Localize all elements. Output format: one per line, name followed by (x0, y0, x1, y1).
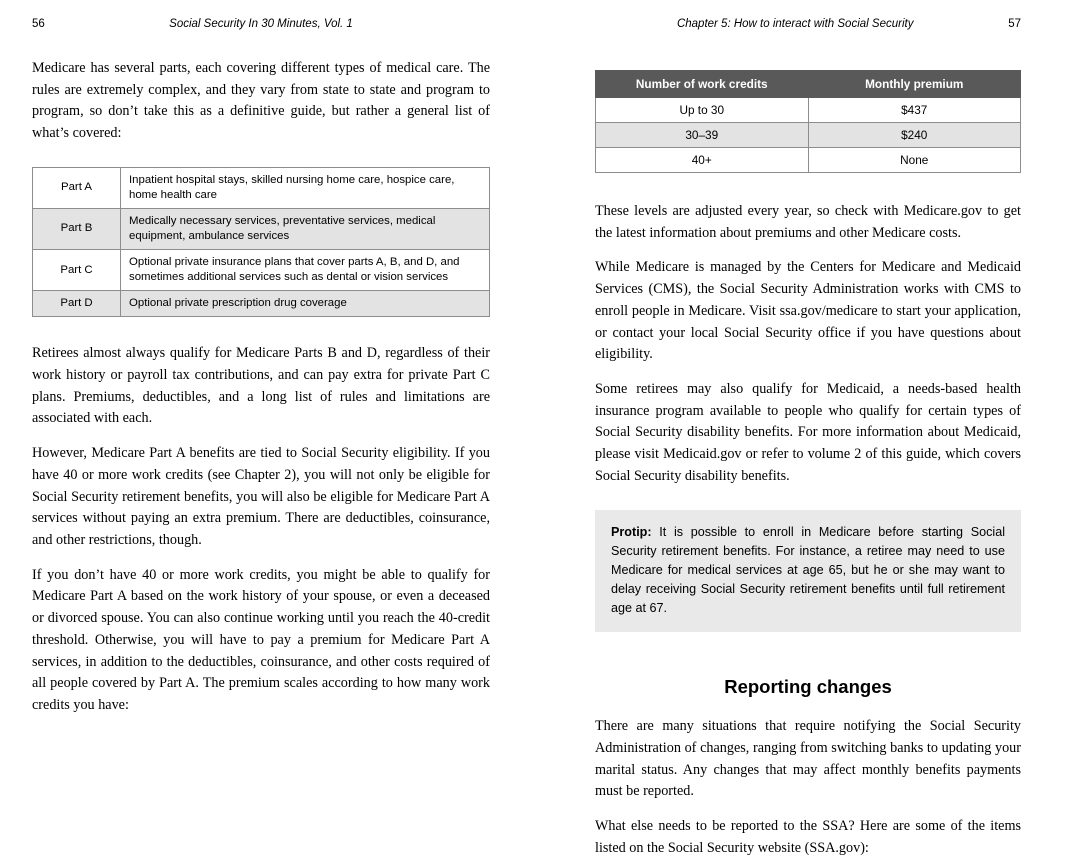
right-page (534, 0, 1068, 856)
part-label: Part D (33, 291, 121, 317)
paragraph: If you don’t have 40 or more work credits, you might be able to qualify for Medicare Part A based on the work history of your spouse, or even a deceased or divorced spouse. You can also continue working until you reach the 40-credit threshold. Otherwise, you will have to pay a premium for Medicare Part A services, in addition to the deductibles, coinsurance, and other costs required of all people covered by Part A. The premium scales according to how many work credits you have: (32, 566, 490, 713)
table-row (33, 291, 490, 317)
table-row (596, 123, 1021, 148)
table-gap (595, 173, 1021, 201)
paragraph: There are many situations that require notifying the Social Security Administration of changes, ranging from switching banks to updating your marital status. Any changes that may affect monthly benefits payments must be reported. (595, 718, 1021, 800)
credits-value: Up to 30 (596, 98, 809, 123)
part-description: Medically necessary services, preventative services, medical equipment, ambulance services (121, 208, 490, 249)
premium-value: None (808, 148, 1021, 173)
paragraph: While Medicare is managed by the Centers for Medicare and Medicaid Services (CMS), the Social Security Administration works with CMS to enroll people in Medicare. Visit ssa.gov/medicare to start your application, or contact your local Social Security office if you have questions about eligibility. (595, 259, 1021, 363)
protip-callout (595, 510, 1021, 633)
paragraph: These levels are adjusted every year, so check with Medicare.gov to get the latest information about premiums and other Medicare costs. (595, 203, 1021, 241)
part-description: Optional private insurance plans that cover parts A, B, and D, and sometimes additional services such as dental or vision services (121, 250, 490, 291)
page-number-left: 56 (32, 18, 45, 30)
table-row (33, 208, 490, 249)
medicare-parts-table (32, 167, 490, 317)
work-credits-premium-table (595, 70, 1021, 173)
page-number-right: 57 (1008, 18, 1021, 30)
table-row (596, 148, 1021, 173)
part-label: Part B (33, 208, 121, 249)
book-title: Social Security In 30 Minutes, Vol. 1 (169, 18, 353, 30)
protip-text (611, 523, 1005, 619)
credits-value: 30–39 (596, 123, 809, 148)
credits-value: 40+ (596, 148, 809, 173)
paragraph: Medicare has several parts, each covering different types of medical care. The rules are extremely complex, and they vary from state to state and program to program, so don’t take this as a definitive guide, but rather a general list of what’s covered: (32, 60, 490, 142)
part-description: Optional private prescription drug coverage (121, 291, 490, 317)
table-row (33, 250, 490, 291)
protip-label: Protip: (611, 524, 652, 539)
premium-value: $437 (808, 98, 1021, 123)
left-page (0, 0, 534, 772)
table-row (33, 167, 490, 208)
paragraph: However, Medicare Part A benefits are tied to Social Security eligibility. If you have 40 or more work credits (see Chapter 2), you will not only be eligible for Social Security retirement benefits, you will also be eligible for Medicare Part A services without paying an extra premium. There are deductibles, coinsurance, and other restrictions, though. (32, 445, 490, 548)
part-label: Part A (33, 167, 121, 208)
running-head-right (595, 18, 1021, 32)
premium-value: $240 (808, 123, 1021, 148)
table-header-row (596, 71, 1021, 98)
part-label: Part C (33, 250, 121, 291)
paragraph: Some retirees may also qualify for Medicaid, a needs-based health insurance program available to people who qualify for certain types of Social Security disability benefits. For more information about Medicaid, please visit Medicaid.gov or refer to volume 2 of this guide, which covers Social Security disability benefits. (595, 381, 1021, 484)
paragraph: What else needs to be reported to the SSA? Here are some of the items listed on the Social Security website (SSA.gov): (595, 818, 1021, 856)
section-heading: Reporting changes (724, 676, 892, 698)
part-description: Inpatient hospital stays, skilled nursing home care, hospice care, home health care (121, 167, 490, 208)
table-row (596, 98, 1021, 123)
chapter-title: Chapter 5: How to interact with Social Security (676, 18, 914, 30)
column-header-credits: Number of work credits (596, 71, 809, 98)
paragraph: Retirees almost always qualify for Medicare Parts B and D, regardless of their work history or payroll tax contributions, and can pay extra for private Part C plans. Premiums, deductibles, and a long list of rules and limitations are associated with each. (32, 345, 490, 427)
protip-body: It is possible to enroll in Medicare before starting Social Security retirement benefits. For instance, a retiree may need to use Medicare for medical services at age 65, but he or she may want to delay receiving Social Security retirement benefits until full retirement age at 67. (611, 524, 1005, 616)
running-head-left (32, 18, 490, 32)
column-header-premium: Monthly premium (808, 71, 1021, 98)
